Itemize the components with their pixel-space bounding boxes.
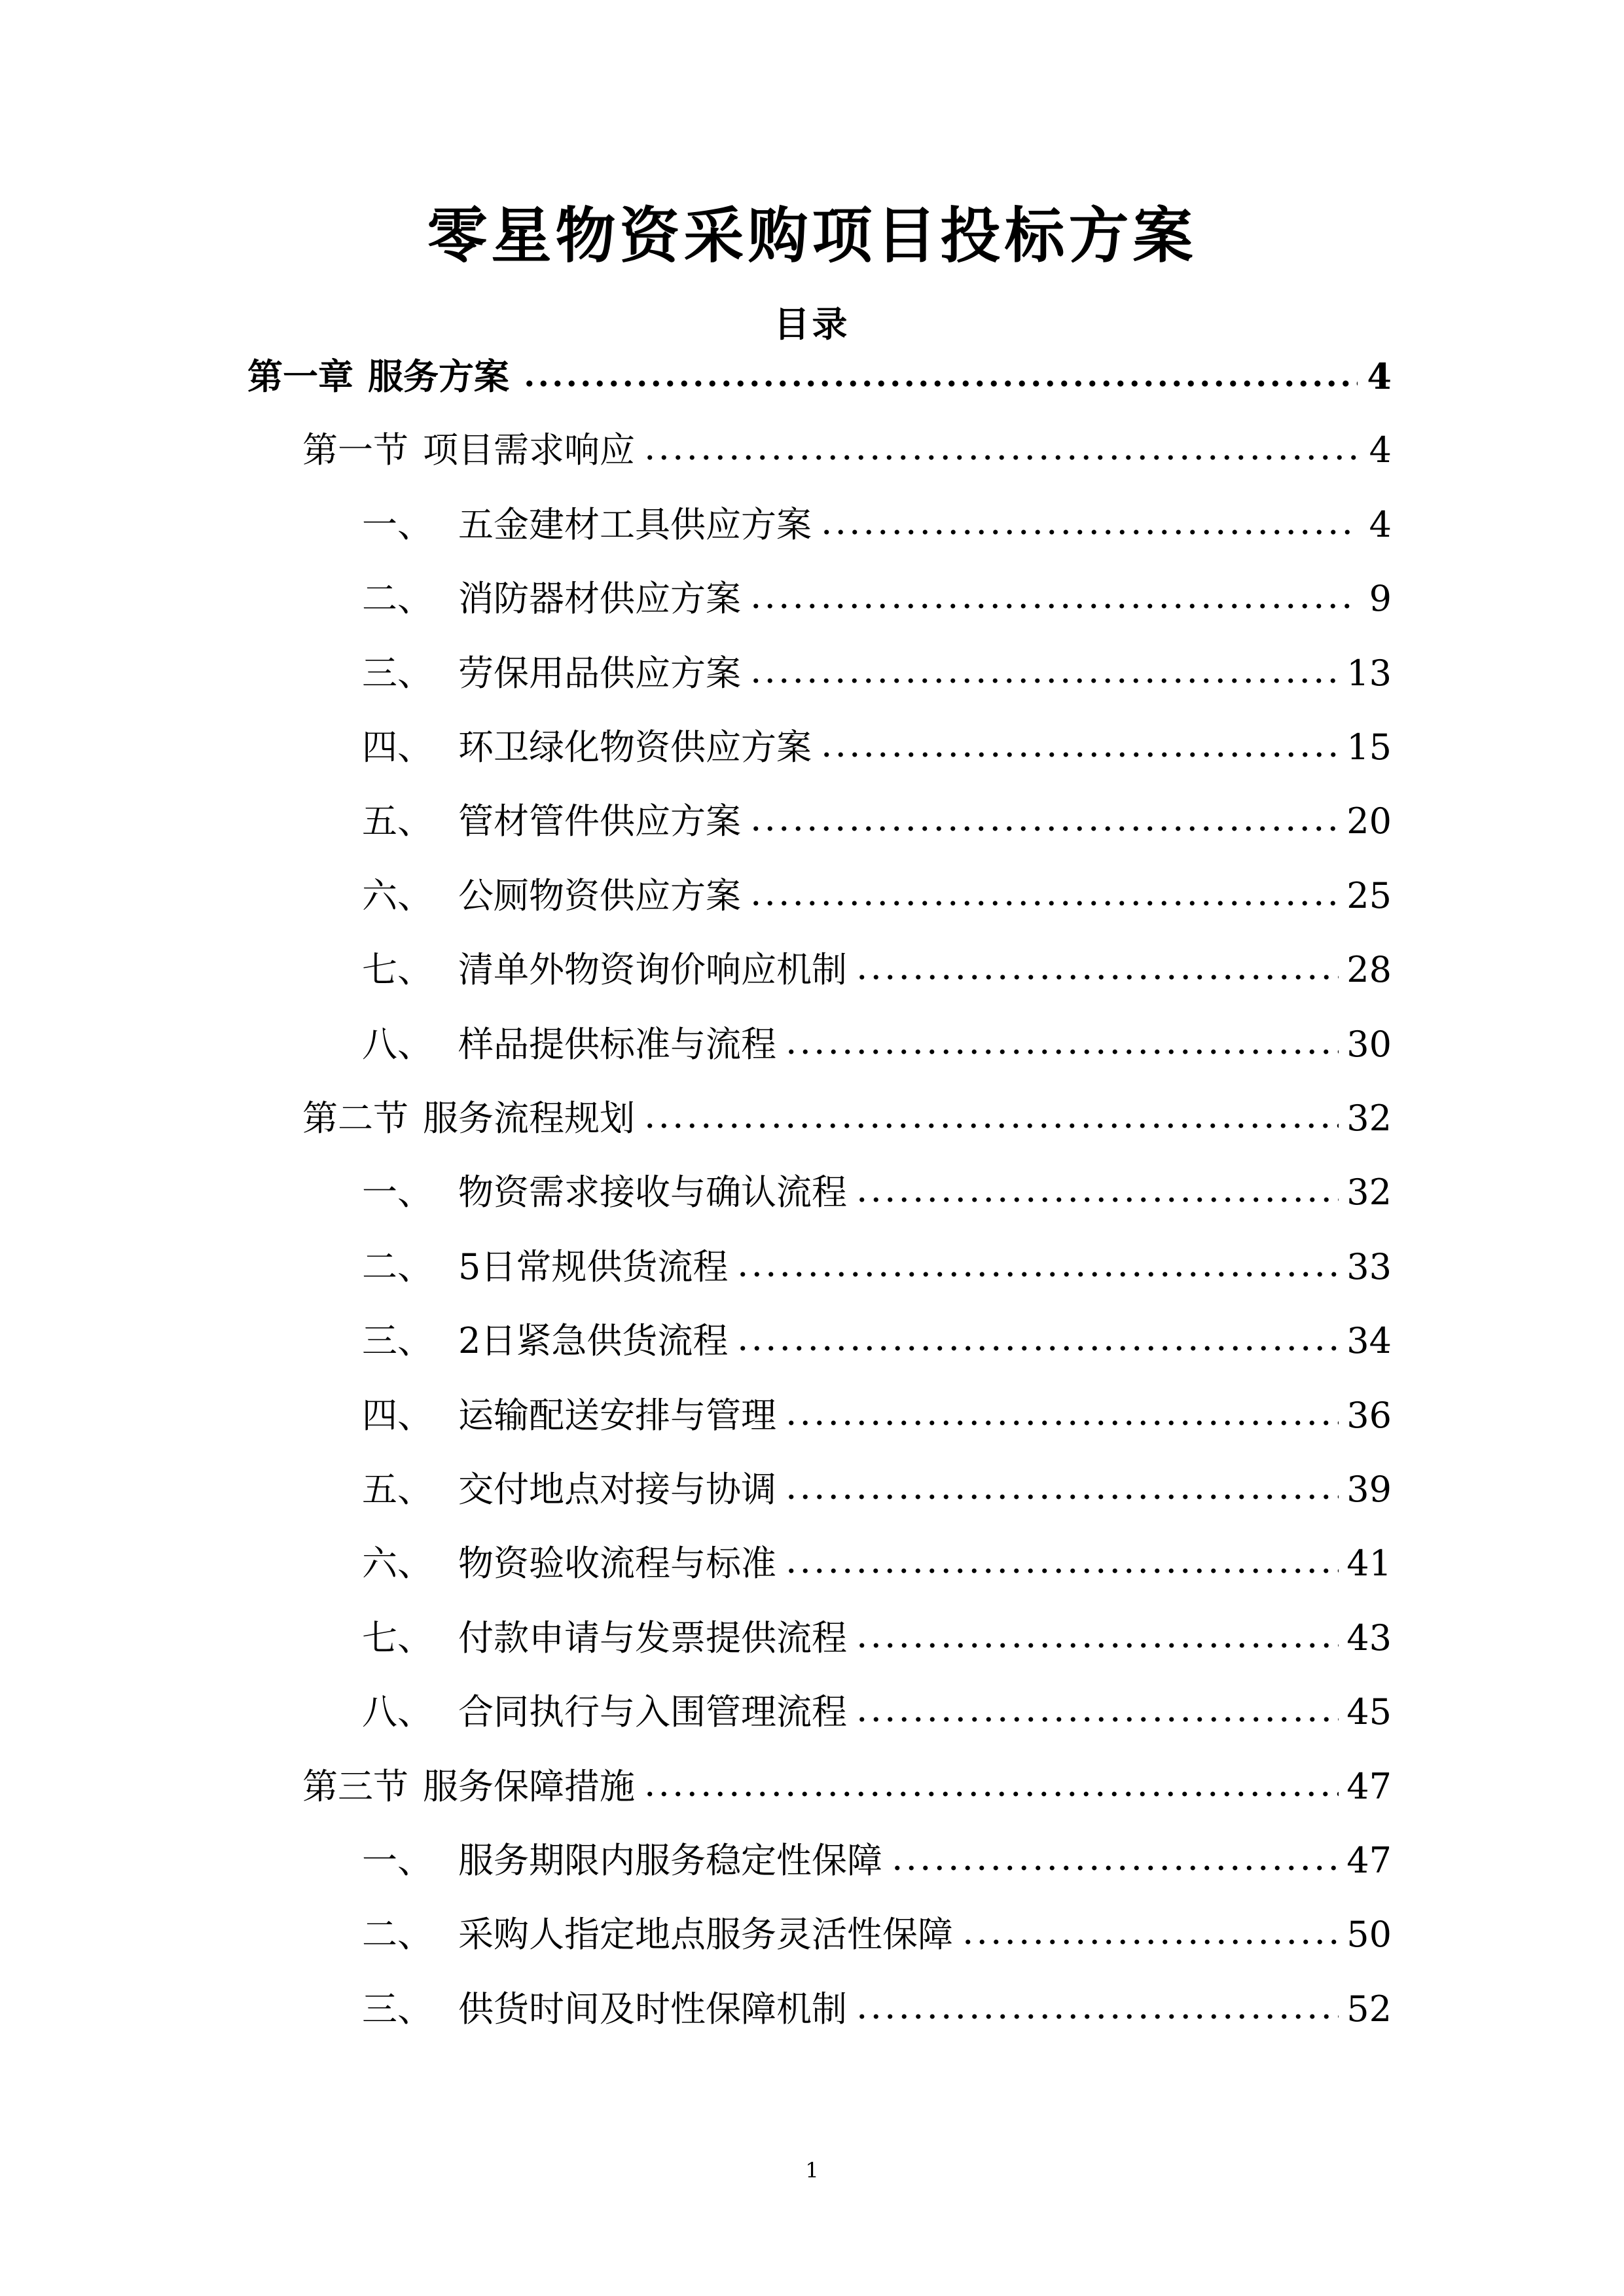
toc-dot-leader bbox=[749, 823, 1339, 834]
toc-entry-page: 39 bbox=[1346, 1469, 1392, 1510]
toc-entry[interactable] bbox=[362, 1686, 1392, 1738]
toc-entry[interactable] bbox=[362, 1463, 1392, 1516]
toc-entry-title: 服务期限内服务稳定性保障 bbox=[458, 1840, 882, 1881]
toc-entry-page: 52 bbox=[1346, 1988, 1392, 2030]
toc-entry[interactable] bbox=[362, 1390, 1392, 1442]
toc-entry[interactable] bbox=[362, 1018, 1392, 1071]
toc-entry-title: 公厕物资供应方案 bbox=[458, 875, 741, 916]
toc-entry[interactable] bbox=[362, 1909, 1392, 1961]
toc-dot-leader bbox=[820, 526, 1358, 538]
toc-entry-title: 劳保用品供应方案 bbox=[458, 653, 741, 694]
toc-dot-leader bbox=[736, 1342, 1339, 1354]
toc-entry[interactable] bbox=[362, 944, 1392, 996]
toc-dot-leader bbox=[961, 1936, 1339, 1948]
toc-dot-leader bbox=[736, 1268, 1339, 1280]
toc-entry[interactable] bbox=[247, 350, 1392, 403]
toc-entry-page: 34 bbox=[1346, 1320, 1392, 1361]
toc-entry-number: 二、 bbox=[362, 578, 433, 619]
toc-entry-number: 第一节 bbox=[302, 429, 408, 471]
toc-entry-page: 43 bbox=[1346, 1617, 1392, 1659]
toc-entry-page: 33 bbox=[1346, 1246, 1392, 1287]
toc-entry-page: 15 bbox=[1346, 726, 1392, 768]
toc-entry[interactable] bbox=[362, 499, 1392, 551]
toc-entry-title: 供货时间及时性保障机制 bbox=[458, 1988, 847, 2030]
toc-entry-number: 三、 bbox=[362, 653, 433, 694]
toc-entry[interactable] bbox=[302, 424, 1392, 476]
toc-dot-leader bbox=[855, 971, 1339, 983]
toc-entry[interactable] bbox=[362, 721, 1392, 774]
toc-entry-page: 4 bbox=[1369, 429, 1392, 471]
toc-entry[interactable] bbox=[302, 1092, 1392, 1145]
toc-dot-leader bbox=[890, 1862, 1339, 1874]
toc-entry-title: 清单外物资询价响应机制 bbox=[458, 949, 847, 990]
toc-entry-page: 41 bbox=[1346, 1543, 1392, 1584]
toc-entry-title: 物资需求接收与确认流程 bbox=[458, 1172, 847, 1213]
toc-dot-leader bbox=[855, 1194, 1339, 1206]
toc-dot-leader bbox=[784, 1417, 1339, 1429]
toc-entry-number: 四、 bbox=[362, 726, 433, 768]
toc-entry-number: 二、 bbox=[362, 1914, 433, 1955]
toc-entry-title: 合同执行与入围管理流程 bbox=[458, 1691, 847, 1732]
toc-entry-page: 47 bbox=[1346, 1766, 1392, 1807]
toc-entry-page: 4 bbox=[1369, 504, 1392, 545]
toc-entry-number: 三、 bbox=[362, 1988, 433, 2030]
toc-entry-title: 付款申请与发票提供流程 bbox=[458, 1617, 847, 1659]
toc-entry-number: 三、 bbox=[362, 1320, 433, 1361]
toc-dot-leader bbox=[784, 1565, 1339, 1577]
toc-entry[interactable] bbox=[362, 1835, 1392, 1887]
toc-entry-title: 服务方案 bbox=[368, 355, 509, 397]
toc-entry-number: 六、 bbox=[362, 875, 433, 916]
toc-dot-leader bbox=[855, 1713, 1339, 1725]
toc-dot-leader bbox=[784, 1046, 1339, 1058]
toc-entry-title: 消防器材供应方案 bbox=[458, 578, 741, 619]
toc-entry-number: 六、 bbox=[362, 1543, 433, 1584]
toc-entry-number: 八、 bbox=[362, 1024, 433, 1065]
toc-entry-page: 30 bbox=[1346, 1024, 1392, 1065]
toc-dot-leader bbox=[855, 1640, 1339, 1651]
toc-entry-number: 二、 bbox=[362, 1246, 433, 1287]
toc-entry[interactable] bbox=[362, 1612, 1392, 1664]
toc-heading: 目录 bbox=[774, 303, 850, 345]
toc-entry-number: 四、 bbox=[362, 1395, 433, 1436]
toc-dot-leader bbox=[643, 1788, 1339, 1800]
toc-entry-page: 13 bbox=[1346, 653, 1392, 694]
toc-entry-number: 一、 bbox=[362, 1172, 433, 1213]
toc-entry-title: 服务保障措施 bbox=[423, 1766, 635, 1807]
toc-dot-leader bbox=[855, 2011, 1339, 2022]
toc-entry-title: 采购人指定地点服务灵活性保障 bbox=[458, 1914, 953, 1955]
toc-entry-title: 5日常规供货流程 bbox=[458, 1246, 729, 1287]
toc-entry[interactable] bbox=[302, 1761, 1392, 1813]
toc-entry-page: 45 bbox=[1346, 1691, 1392, 1732]
toc-dot-leader bbox=[522, 378, 1358, 389]
toc-entry-page: 9 bbox=[1369, 578, 1392, 619]
toc-entry-page: 50 bbox=[1346, 1914, 1392, 1955]
toc-entry[interactable] bbox=[362, 1983, 1392, 2036]
toc-entry-page: 20 bbox=[1346, 800, 1392, 842]
toc-entry-number: 八、 bbox=[362, 1691, 433, 1732]
toc-entry-title: 物资验收流程与标准 bbox=[458, 1543, 776, 1584]
toc-entry[interactable] bbox=[362, 795, 1392, 848]
toc-dot-leader bbox=[784, 1491, 1339, 1503]
toc-entry-page: 32 bbox=[1346, 1172, 1392, 1213]
toc-dot-leader bbox=[643, 452, 1358, 463]
toc-entry-page: 36 bbox=[1346, 1395, 1392, 1436]
toc-entry-page: 4 bbox=[1367, 355, 1392, 397]
toc-entry[interactable] bbox=[362, 1315, 1392, 1367]
toc-entry-page: 47 bbox=[1346, 1840, 1392, 1881]
toc-entry-title: 环卫绿化物资供应方案 bbox=[458, 726, 812, 768]
toc-entry-number: 一、 bbox=[362, 504, 433, 545]
toc-entry-number: 七、 bbox=[362, 949, 433, 990]
toc-entry-page: 28 bbox=[1346, 949, 1392, 990]
toc-entry[interactable] bbox=[362, 1166, 1392, 1219]
toc-entry-title: 2日紧急供货流程 bbox=[458, 1320, 729, 1361]
toc-entry-number: 第二节 bbox=[302, 1098, 408, 1139]
toc-entry-title: 项目需求响应 bbox=[423, 429, 635, 471]
toc-entry[interactable] bbox=[362, 1537, 1392, 1590]
toc-entry-title: 运输配送安排与管理 bbox=[458, 1395, 776, 1436]
toc-entry-page: 25 bbox=[1346, 875, 1392, 916]
toc-entry[interactable] bbox=[362, 647, 1392, 700]
toc-entry[interactable] bbox=[362, 870, 1392, 922]
toc-entry-title: 管材管件供应方案 bbox=[458, 800, 741, 842]
toc-entry-title: 交付地点对接与协调 bbox=[458, 1469, 776, 1510]
toc-dot-leader bbox=[820, 749, 1339, 761]
toc-entry[interactable] bbox=[362, 1241, 1392, 1293]
toc-entry-title: 样品提供标准与流程 bbox=[458, 1024, 776, 1065]
toc-entry-title: 五金建材工具供应方案 bbox=[458, 504, 812, 545]
toc-entry-number: 一、 bbox=[362, 1840, 433, 1881]
toc-entry-page: 32 bbox=[1346, 1098, 1392, 1139]
toc-entry[interactable] bbox=[362, 573, 1392, 625]
toc-dot-leader bbox=[643, 1120, 1339, 1132]
toc-entry-title: 服务流程规划 bbox=[423, 1098, 635, 1139]
document-title: 零星物资采购项目投标方案 bbox=[427, 200, 1197, 271]
toc-dot-leader bbox=[749, 897, 1339, 909]
toc-entry-number: 七、 bbox=[362, 1617, 433, 1659]
toc-entry-number: 五、 bbox=[362, 800, 433, 842]
toc-dot-leader bbox=[749, 600, 1358, 612]
toc-entry-number: 第三节 bbox=[302, 1766, 408, 1807]
toc-dot-leader bbox=[749, 675, 1339, 687]
toc-entry-number: 第一章 bbox=[247, 355, 353, 397]
toc-entry-number: 五、 bbox=[362, 1469, 433, 1510]
page-number: 1 bbox=[805, 2158, 819, 2183]
